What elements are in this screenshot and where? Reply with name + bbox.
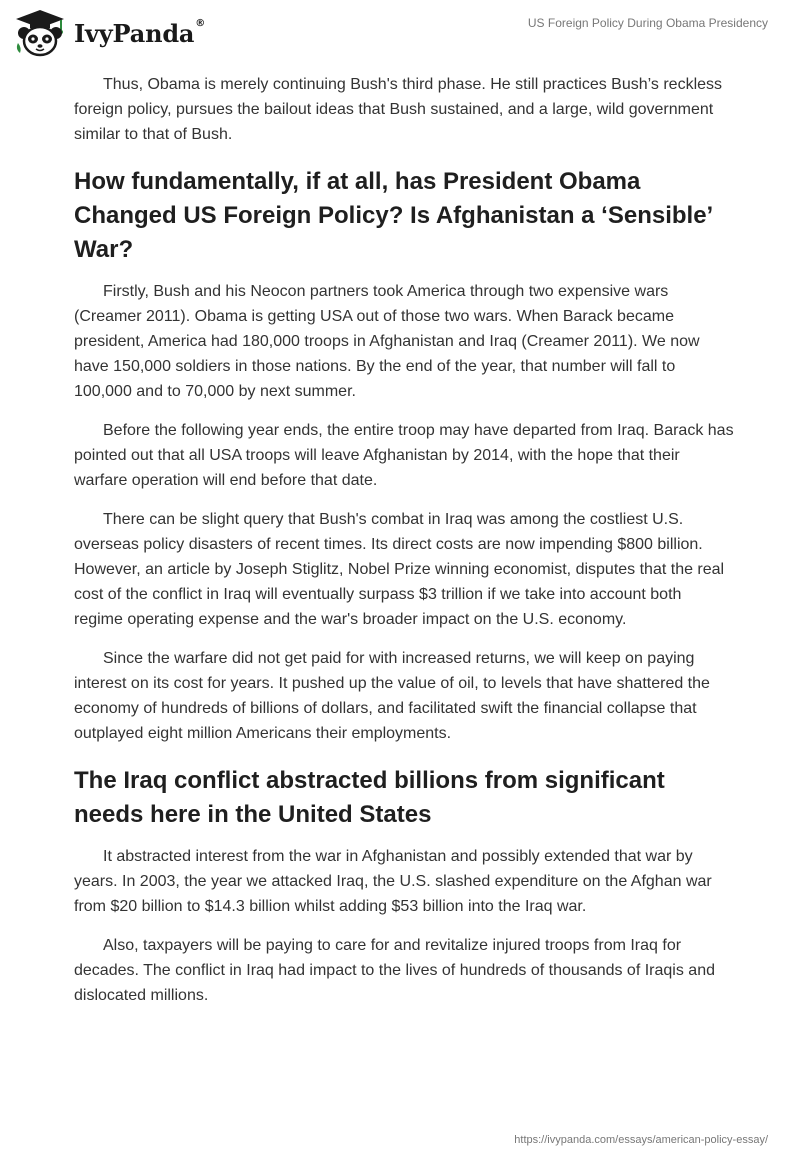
body-paragraph: Before the following year ends, the entire troop may have departed from Iraq. Barack has pointed out that all USA troops will leave Afghanistan by 2014, with the hope that their warfare operation will end before that date. (74, 422, 734, 489)
body-paragraph: There can be slight query that Bush's combat in Iraq was among the costliest U.S. overseas policy disasters of recent times. Its direct costs are now impending $800 billion. However, an article by Joseph Stiglitz, Nobel Prize winning economist, disputes that the real cost of the conflict in Iraq will eventually surpass $3 trillion if we take into account both regime operating expense and the war's broader impact on the U.S. economy. (74, 511, 725, 628)
essay-body (74, 72, 734, 1022)
panda-graduate-icon (14, 9, 66, 57)
brand-name: IvyPanda (74, 18, 195, 48)
body-paragraph: Firstly, Bush and his Neocon partners took America through two expensive wars (Creamer 2011). Obama is getting USA out of those two wars. When Barack became president, America had 180,000 troops in Afghanistan and Iraq (Creamer 2011). We now have 150,000 soldiers in those nations. By the end of the year, that number will fall to 100,000 and to 70,000 by next summer. (74, 283, 700, 400)
body-paragraph: It abstracted interest from the war in Afghanistan and possibly extended that war by years. In 2003, the year we attacked Iraq, the U.S. slashed expenditure on the Afghan war from $20 billion to $14.3 billion whilst adding $53 billion into the Iraq war. (74, 848, 712, 915)
ivypanda-logo[interactable] (14, 8, 205, 58)
body-paragraph: Since the warfare did not get paid for with increased returns, we will keep on paying interest on its cost for years. It pushed up the value of oil, to levels that have shattered the economy of hundreds of billions of dollars, and facilitated swift the financial collapse that outplayed eight million Americans their employments. (74, 650, 710, 742)
intro-paragraph: Thus, Obama is merely continuing Bush's third phase. He still practices Bush’s reckless foreign policy, pursues the bailout ideas that Bush sustained, and a large, wild government similar to that of Bush. (74, 76, 723, 143)
section-heading-foreign-policy: How fundamentally, if at all, has President Obama Changed US Foreign Policy? Is Afghanistan a ‘Sensible’ War? (74, 168, 712, 263)
document-title: US Foreign Policy During Obama Presidency (527, 16, 768, 30)
section-heading-iraq-conflict: The Iraq conflict abstracted billions from significant needs here in the United States (74, 767, 665, 828)
source-url-link[interactable]: https://ivypanda.com/essays/american-policy-essay/ (514, 1134, 768, 1146)
registered-mark: ® (195, 17, 206, 29)
page-header (0, 0, 800, 64)
body-paragraph: Also, taxpayers will be paying to care for and revitalize injured troops from Iraq for decades. The conflict in Iraq had impact to the lives of hundreds of thousands of Iraqis and dislocated millions. (74, 937, 715, 1004)
